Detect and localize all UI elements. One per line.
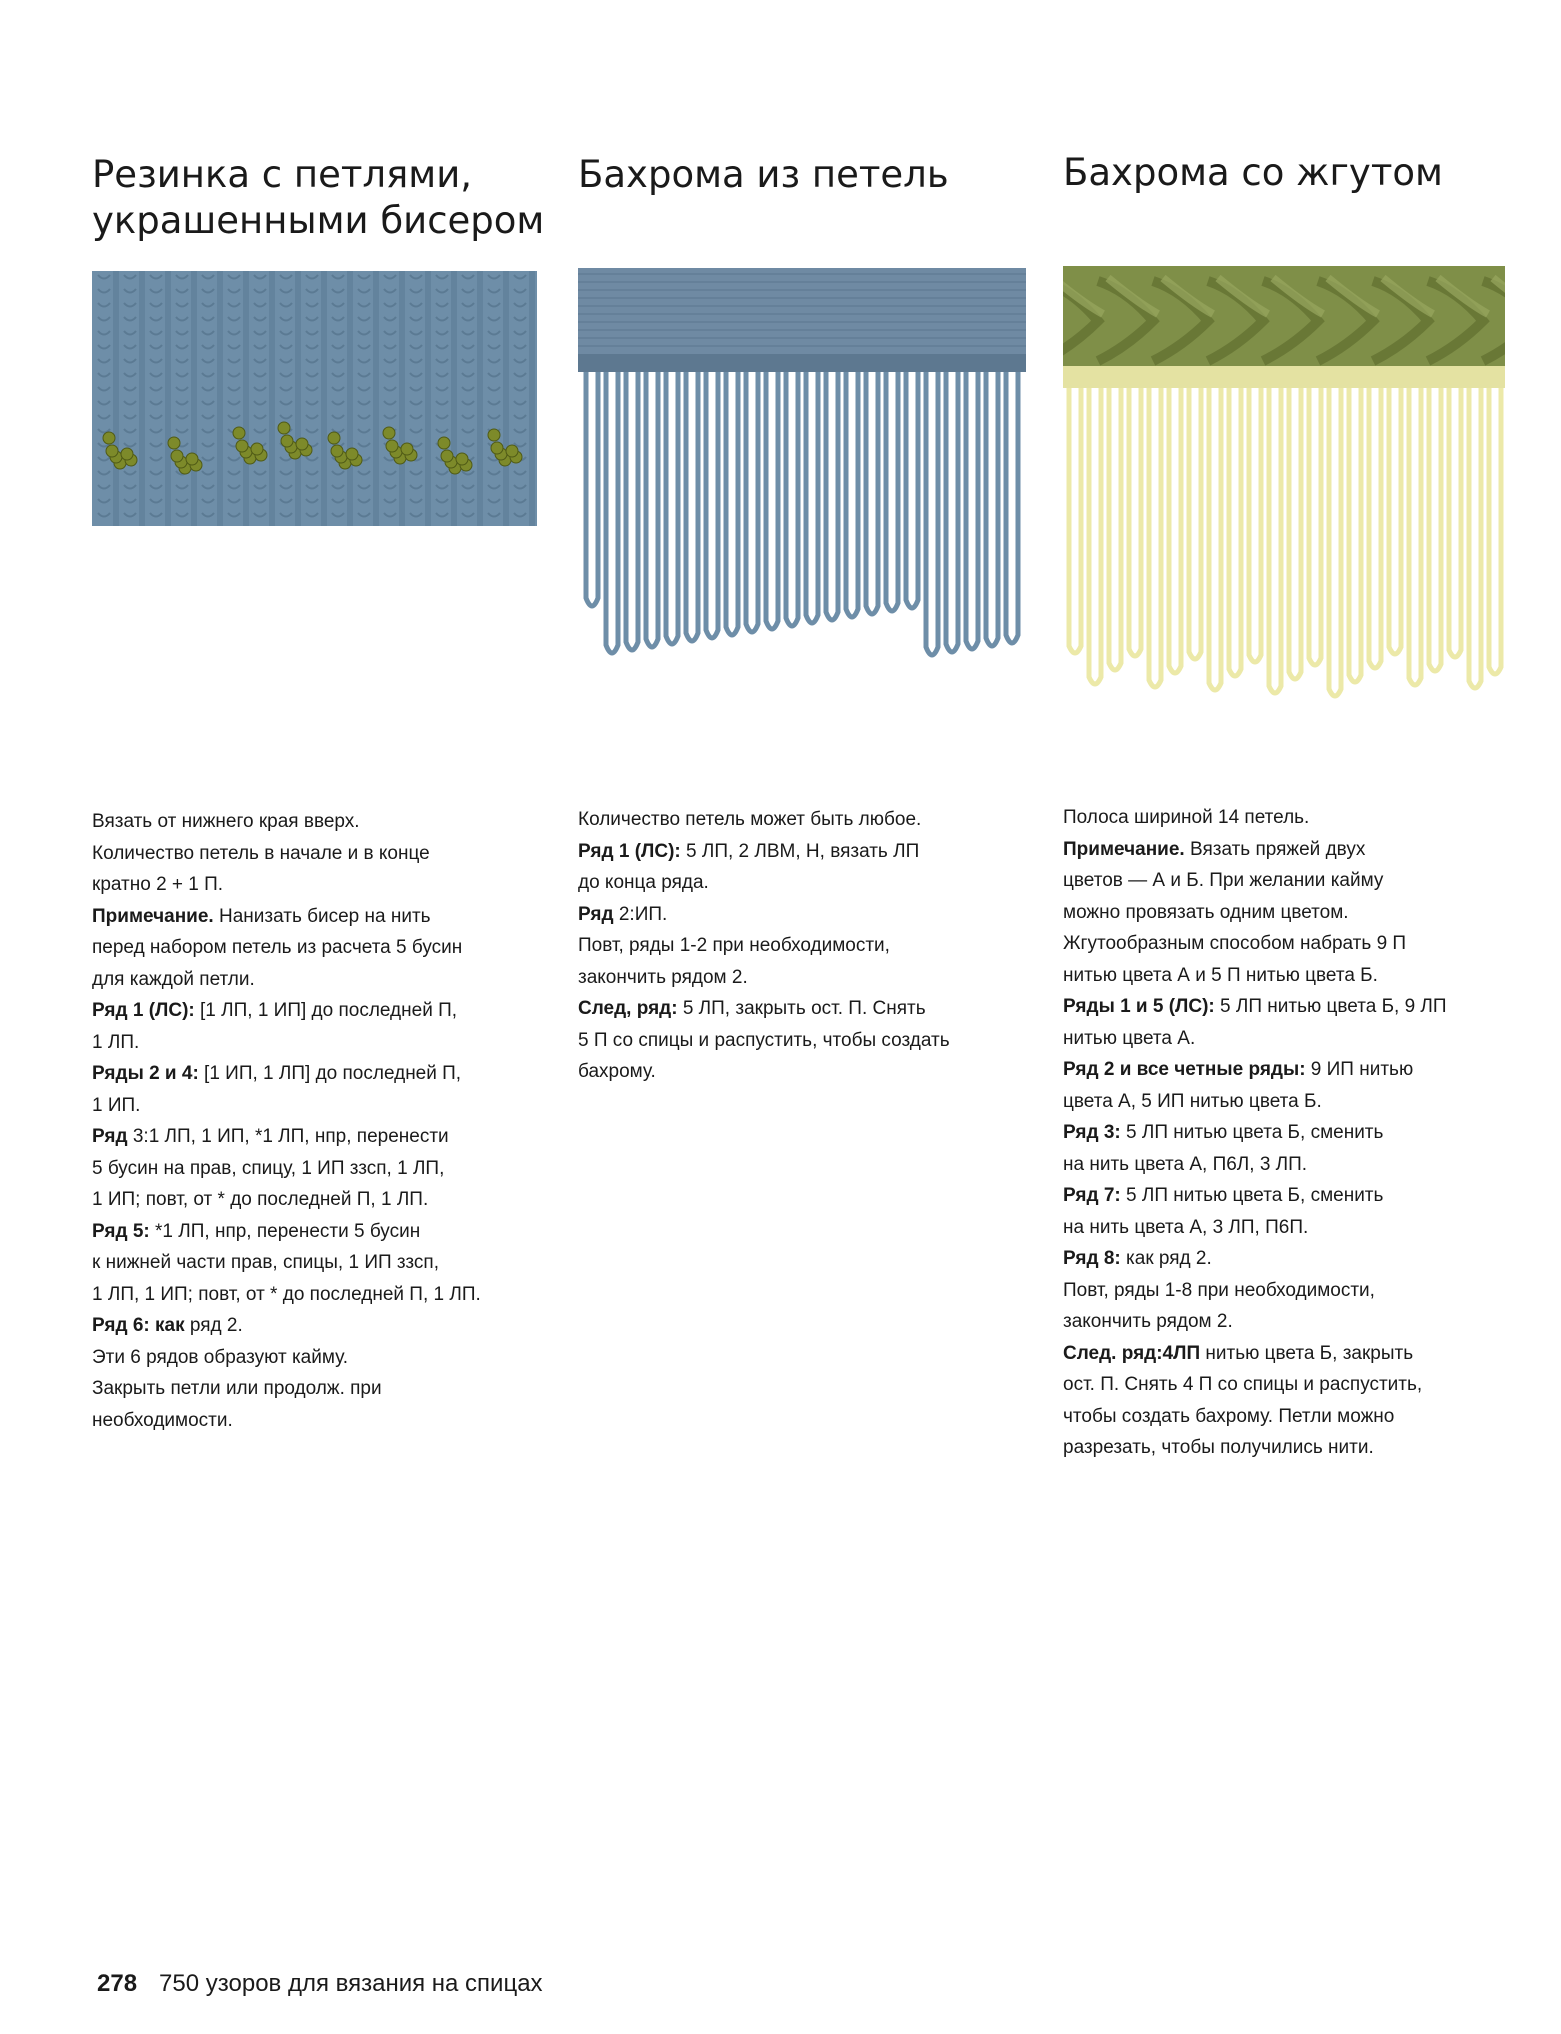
instruction-line bbox=[92, 1121, 481, 1153]
instruction-line bbox=[92, 838, 481, 870]
instruction-text: кратно 2 + 1 П. bbox=[92, 874, 224, 895]
instruction-text: бахрому. bbox=[578, 1061, 656, 1082]
instruction-text: к нижней части прав, спицы, 1 ИП ззсп, bbox=[92, 1252, 439, 1273]
instruction-text: Вязать от нижнего края вверх. bbox=[92, 811, 360, 832]
instruction-text: Жгутообразным способом набрать 9 П bbox=[1063, 933, 1407, 954]
instruction-bold-label: Ряды 2 и 4: bbox=[92, 1063, 199, 1084]
instruction-line bbox=[1063, 1338, 1447, 1370]
instruction-bold-label: Ряд bbox=[578, 903, 614, 925]
instruction-text: Вязать пряжей двух bbox=[1184, 838, 1366, 860]
instruction-line bbox=[92, 995, 481, 1027]
instruction-line bbox=[92, 1310, 481, 1342]
instruction-text: 1 ИП. bbox=[92, 1094, 141, 1116]
instruction-line bbox=[92, 901, 481, 933]
instruction-bold-label: Примечание. bbox=[1063, 838, 1185, 860]
instruction-bold-label: Ряд 1 (ЛС): bbox=[578, 840, 681, 862]
instruction-text: Полоса шириной 14 петель. bbox=[1063, 807, 1310, 828]
instruction-line bbox=[1063, 991, 1447, 1023]
instruction-line bbox=[92, 1405, 481, 1437]
instruction-line bbox=[1063, 1054, 1447, 1086]
title-loop-fringe bbox=[578, 152, 949, 198]
instruction-line bbox=[1063, 1432, 1447, 1464]
instruction-bold-label: Ряды 1 и 5 (ЛС): bbox=[1063, 996, 1215, 1017]
instruction-line bbox=[92, 1216, 481, 1248]
instruction-line bbox=[578, 1025, 950, 1057]
instruction-bold-label: Ряд 8: bbox=[1063, 1248, 1121, 1269]
title-line: Бахрома из петель bbox=[578, 153, 949, 196]
instruction-text: 3:1 ЛП, 1 ИП, *1 ЛП, нпр, перенести bbox=[127, 1126, 449, 1147]
instruction-text: как ряд 2. bbox=[1120, 1248, 1212, 1269]
instruction-line bbox=[1063, 928, 1447, 960]
instruction-text: Эти 6 рядов образуют кайму. bbox=[92, 1346, 349, 1368]
instruction-line bbox=[92, 1058, 481, 1090]
instruction-line bbox=[1063, 1306, 1447, 1338]
instruction-text: 1 ЛП. bbox=[92, 1031, 140, 1053]
instruction-line bbox=[92, 1247, 481, 1279]
instruction-line bbox=[578, 1056, 950, 1088]
instruction-line bbox=[92, 1153, 481, 1185]
instruction-bold-label: Ряд 1 (ЛС): bbox=[92, 1000, 195, 1021]
instructions-cable-fringe bbox=[1063, 802, 1447, 1464]
instruction-line bbox=[1063, 1180, 1447, 1212]
instruction-text: [1 ИП, 1 ЛП] до последней П, bbox=[198, 1063, 462, 1084]
instruction-line bbox=[1063, 1086, 1447, 1118]
instruction-text: ряд 2. bbox=[184, 1315, 243, 1336]
instructions-beaded-rib bbox=[92, 806, 481, 1436]
instruction-text: чтобы создать бахрому. Петли можно bbox=[1063, 1405, 1395, 1427]
instruction-line bbox=[1063, 1401, 1447, 1433]
instruction-line bbox=[1063, 960, 1447, 992]
instruction-text: 5 бусин на прав, спицу, 1 ИП ззсп, 1 ЛП, bbox=[92, 1157, 445, 1179]
instruction-text: 5 ЛП нитью цвета Б, сменить bbox=[1120, 1122, 1384, 1143]
instruction-line bbox=[1063, 1369, 1447, 1401]
instruction-line bbox=[1063, 1212, 1447, 1244]
instruction-line bbox=[1063, 1149, 1447, 1181]
instruction-text: Количество петель в начале и в конце bbox=[92, 842, 430, 864]
instruction-text: нитью цвета Б, закрыть bbox=[1200, 1342, 1414, 1364]
instruction-text: 5 ЛП нитью цвета Б, сменить bbox=[1120, 1185, 1384, 1206]
instruction-bold-label: След, ряд: bbox=[578, 998, 678, 1019]
instruction-bold-label: Ряд 5: bbox=[92, 1220, 150, 1242]
instruction-text: цвета А, 5 ИП нитью цвета Б. bbox=[1063, 1090, 1322, 1112]
instruction-text: можно провязать одним цветом. bbox=[1063, 901, 1349, 923]
instruction-text: ост. П. Снять 4 П со спицы и распустить, bbox=[1063, 1374, 1423, 1395]
instruction-line bbox=[92, 1342, 481, 1374]
instruction-text: 1 ИП; повт, от * до последней П, 1 ЛП. bbox=[92, 1189, 429, 1210]
instruction-text: Количество петель может быть любое. bbox=[578, 809, 922, 830]
instruction-line bbox=[1063, 897, 1447, 929]
instruction-line bbox=[92, 1090, 481, 1122]
instruction-bold-label: Ряд bbox=[92, 1126, 128, 1147]
instruction-text: закончить рядом 2. bbox=[578, 966, 748, 988]
instruction-text: 5 ЛП нитью цвета Б, 9 ЛП bbox=[1214, 996, 1447, 1017]
instruction-text: закончить рядом 2. bbox=[1063, 1311, 1233, 1332]
loop-fringe-swatch-image bbox=[578, 268, 1026, 723]
instruction-line bbox=[578, 867, 950, 899]
title-beaded-rib bbox=[92, 152, 544, 244]
instruction-text: на нить цвета А, П6Л, 3 ЛП. bbox=[1063, 1153, 1308, 1175]
instruction-text: [1 ЛП, 1 ИП] до последней П, bbox=[194, 1000, 458, 1021]
instruction-text: нитью цвета А и 5 П нитью цвета Б. bbox=[1063, 964, 1378, 986]
instruction-line bbox=[92, 1027, 481, 1059]
page-footer bbox=[97, 1970, 543, 1998]
instruction-line bbox=[1063, 802, 1447, 834]
instruction-text: Повт, ряды 1-2 при необходимости, bbox=[578, 935, 890, 956]
instruction-line bbox=[1063, 865, 1447, 897]
instruction-line bbox=[578, 899, 950, 931]
instruction-text: Нанизать бисер на нить bbox=[213, 905, 431, 927]
instruction-text: перед набором петель из расчета 5 бусин bbox=[92, 937, 463, 958]
instruction-text: разрезать, чтобы получились нити. bbox=[1063, 1437, 1374, 1458]
instruction-text: *1 ЛП, нпр, перенести 5 бусин bbox=[149, 1220, 421, 1242]
instruction-text: 5 ЛП, закрыть ост. П. Снять bbox=[677, 998, 926, 1019]
instruction-line bbox=[92, 964, 481, 996]
instructions-loop-fringe bbox=[578, 804, 950, 1088]
instruction-text: 9 ИП нитью bbox=[1305, 1059, 1414, 1080]
instruction-text: Повт, ряды 1-8 при необходимости, bbox=[1063, 1279, 1375, 1301]
page-number: 278 bbox=[97, 1970, 138, 1997]
instruction-bold-label: Ряд 7: bbox=[1063, 1185, 1121, 1206]
instruction-text: для каждой петли. bbox=[92, 968, 255, 990]
title-line: Резинка с петлями, bbox=[92, 153, 473, 196]
instruction-line bbox=[92, 1279, 481, 1311]
instruction-bold-label: Ряд 6: как bbox=[92, 1315, 185, 1336]
beaded-rib-swatch-image bbox=[92, 271, 537, 526]
instruction-line bbox=[92, 1184, 481, 1216]
instruction-text: 5 П со спицы и распустить, чтобы создать bbox=[578, 1029, 950, 1051]
instruction-line bbox=[1063, 1243, 1447, 1275]
title-cable-fringe bbox=[1063, 150, 1443, 196]
instruction-line bbox=[578, 804, 950, 836]
instruction-line bbox=[1063, 1275, 1447, 1307]
title-line: украшенными бисером bbox=[92, 199, 545, 242]
instruction-line bbox=[92, 869, 481, 901]
instruction-text: нитью цвета А. bbox=[1063, 1027, 1196, 1049]
instruction-text: 2:ИП. bbox=[613, 903, 668, 925]
instruction-text: 1 ЛП, 1 ИП; повт, от * до последней П, 1 ЛП. bbox=[92, 1283, 481, 1305]
instruction-line bbox=[1063, 834, 1447, 866]
instruction-text: цветов — А и Б. При желании кайму bbox=[1063, 870, 1384, 891]
instruction-line bbox=[1063, 1023, 1447, 1055]
instruction-text: необходимости. bbox=[92, 1409, 233, 1431]
book-title: 750 узоров для вязания на спицах bbox=[159, 1970, 543, 1997]
instruction-text: 5 ЛП, 2 ЛВМ, Н, вязать ЛП bbox=[680, 840, 920, 862]
instruction-line bbox=[92, 1373, 481, 1405]
instruction-bold-label: Ряд 3: bbox=[1063, 1122, 1121, 1143]
instruction-line bbox=[92, 806, 481, 838]
instruction-text: Закрыть петли или продолж. при bbox=[92, 1378, 382, 1399]
instruction-line bbox=[578, 930, 950, 962]
instruction-line bbox=[1063, 1117, 1447, 1149]
instruction-line bbox=[92, 932, 481, 964]
instruction-bold-label: Примечание. bbox=[92, 905, 214, 927]
instruction-bold-label: Ряд 2 и все четные ряды: bbox=[1063, 1059, 1306, 1080]
cable-fringe-swatch-image bbox=[1063, 266, 1505, 711]
title-line: Бахрома со жгутом bbox=[1063, 151, 1443, 194]
instruction-text: до конца ряда. bbox=[578, 872, 709, 893]
instruction-line bbox=[578, 836, 950, 868]
instruction-bold-label: След. ряд:4ЛП bbox=[1063, 1342, 1201, 1364]
instruction-line bbox=[578, 993, 950, 1025]
instruction-text: на нить цвета А, 3 ЛП, П6П. bbox=[1063, 1216, 1309, 1238]
instruction-line bbox=[578, 962, 950, 994]
